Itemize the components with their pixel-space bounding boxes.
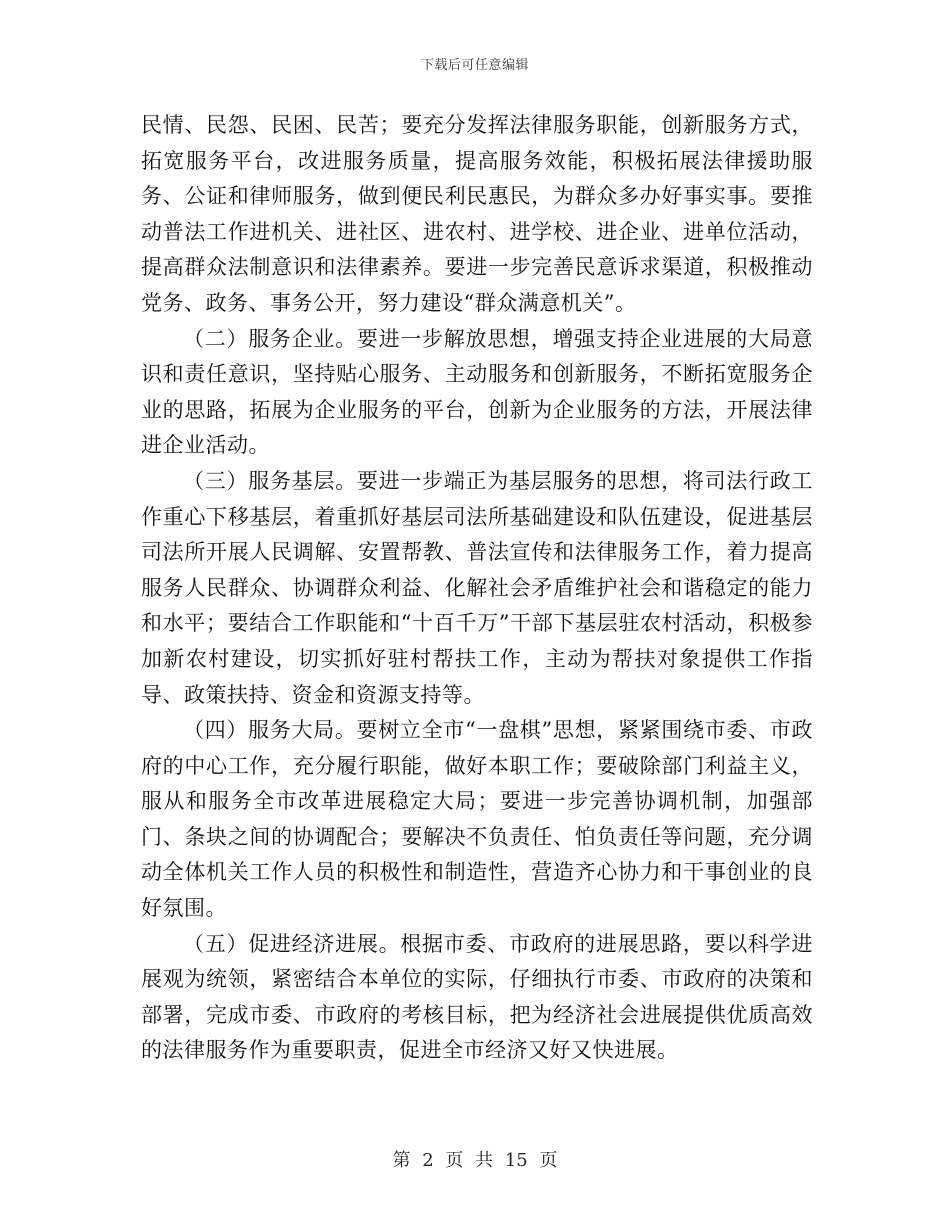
paragraph-serve-grassroots: （三）服务基层。要进一步端正为基层服务的思想，将司法行政工作重心下移基层，着重抓好基层司法所基础建设和队伍建设，促进基层司法所开展人民调解、安置帮教、普法宣传和法律服务工作，着力提高服务人民群众、协调群众利益、化解社会矛盾维护社会和谐稳定的能力和水平；要结合工作职能和“十百千万”干部下基层驻农村活动，积极参加新农村建设，切实抓好驻村帮扶工作，主动为帮扶对象提供工作指导、政策扶持、资金和资源支持等。: [141, 468, 813, 707]
paragraph-promote-economy: （五）促进经济进展。根据市委、市政府的进展思路，要以科学进展观为统领，紧密结合本单位的实际，仔细执行市委、市政府的决策和部署，完成市委、市政府的考核目标，把为经济社会进展提供优质高效的法律服务作为重要职责，促进全市经济又好又快进展。: [141, 931, 813, 1063]
page-header: 下载后可任意编辑: [420, 58, 529, 73]
page-number: 第 2 页 共 15 页: [392, 1150, 558, 1171]
paragraph-continuation: 民情、民怨、民困、民苦；要充分发挥法律服务职能，创新服务方式，拓宽服务平台，改进服务质量，提高服务效能，积极拓展法律援助服务、公证和律师服务，做到便民利民惠民，为群众多办好事实事。要推动普法工作进机关、进社区、进农村、进学校、进企业、进单位活动，提高群众法制意识和法律素养。要进一步完善民意诉求渠道，积极推动党务、政务、事务公开，努力建设“群众满意机关”。: [141, 113, 813, 315]
paragraph-serve-enterprises: （二）服务企业。要进一步解放思想，增强支持企业进展的大局意识和责任意识，坚持贴心服务、主动服务和创新服务，不断拓宽服务企业的思路，拓展为企业服务的平台，创新为企业服务的方法，开展法律进企业活动。: [141, 326, 813, 458]
paragraph-serve-overall: （四）服务大局。要树立全市“一盘棋”思想，紧紧围绕市委、市政府的中心工作，充分履行职能，做好本职工作；要破除部门利益主义，服从和服务全市改革进展稳定大局；要进一步完善协调机制，加强部门、条块之间的协调配合；要解决不负责任、怕负责任等问题，充分调动全体机关工作人员的积极性和制造性，营造齐心协力和干事创业的良好氛围。: [141, 718, 813, 921]
document-body: [141, 108, 813, 1069]
